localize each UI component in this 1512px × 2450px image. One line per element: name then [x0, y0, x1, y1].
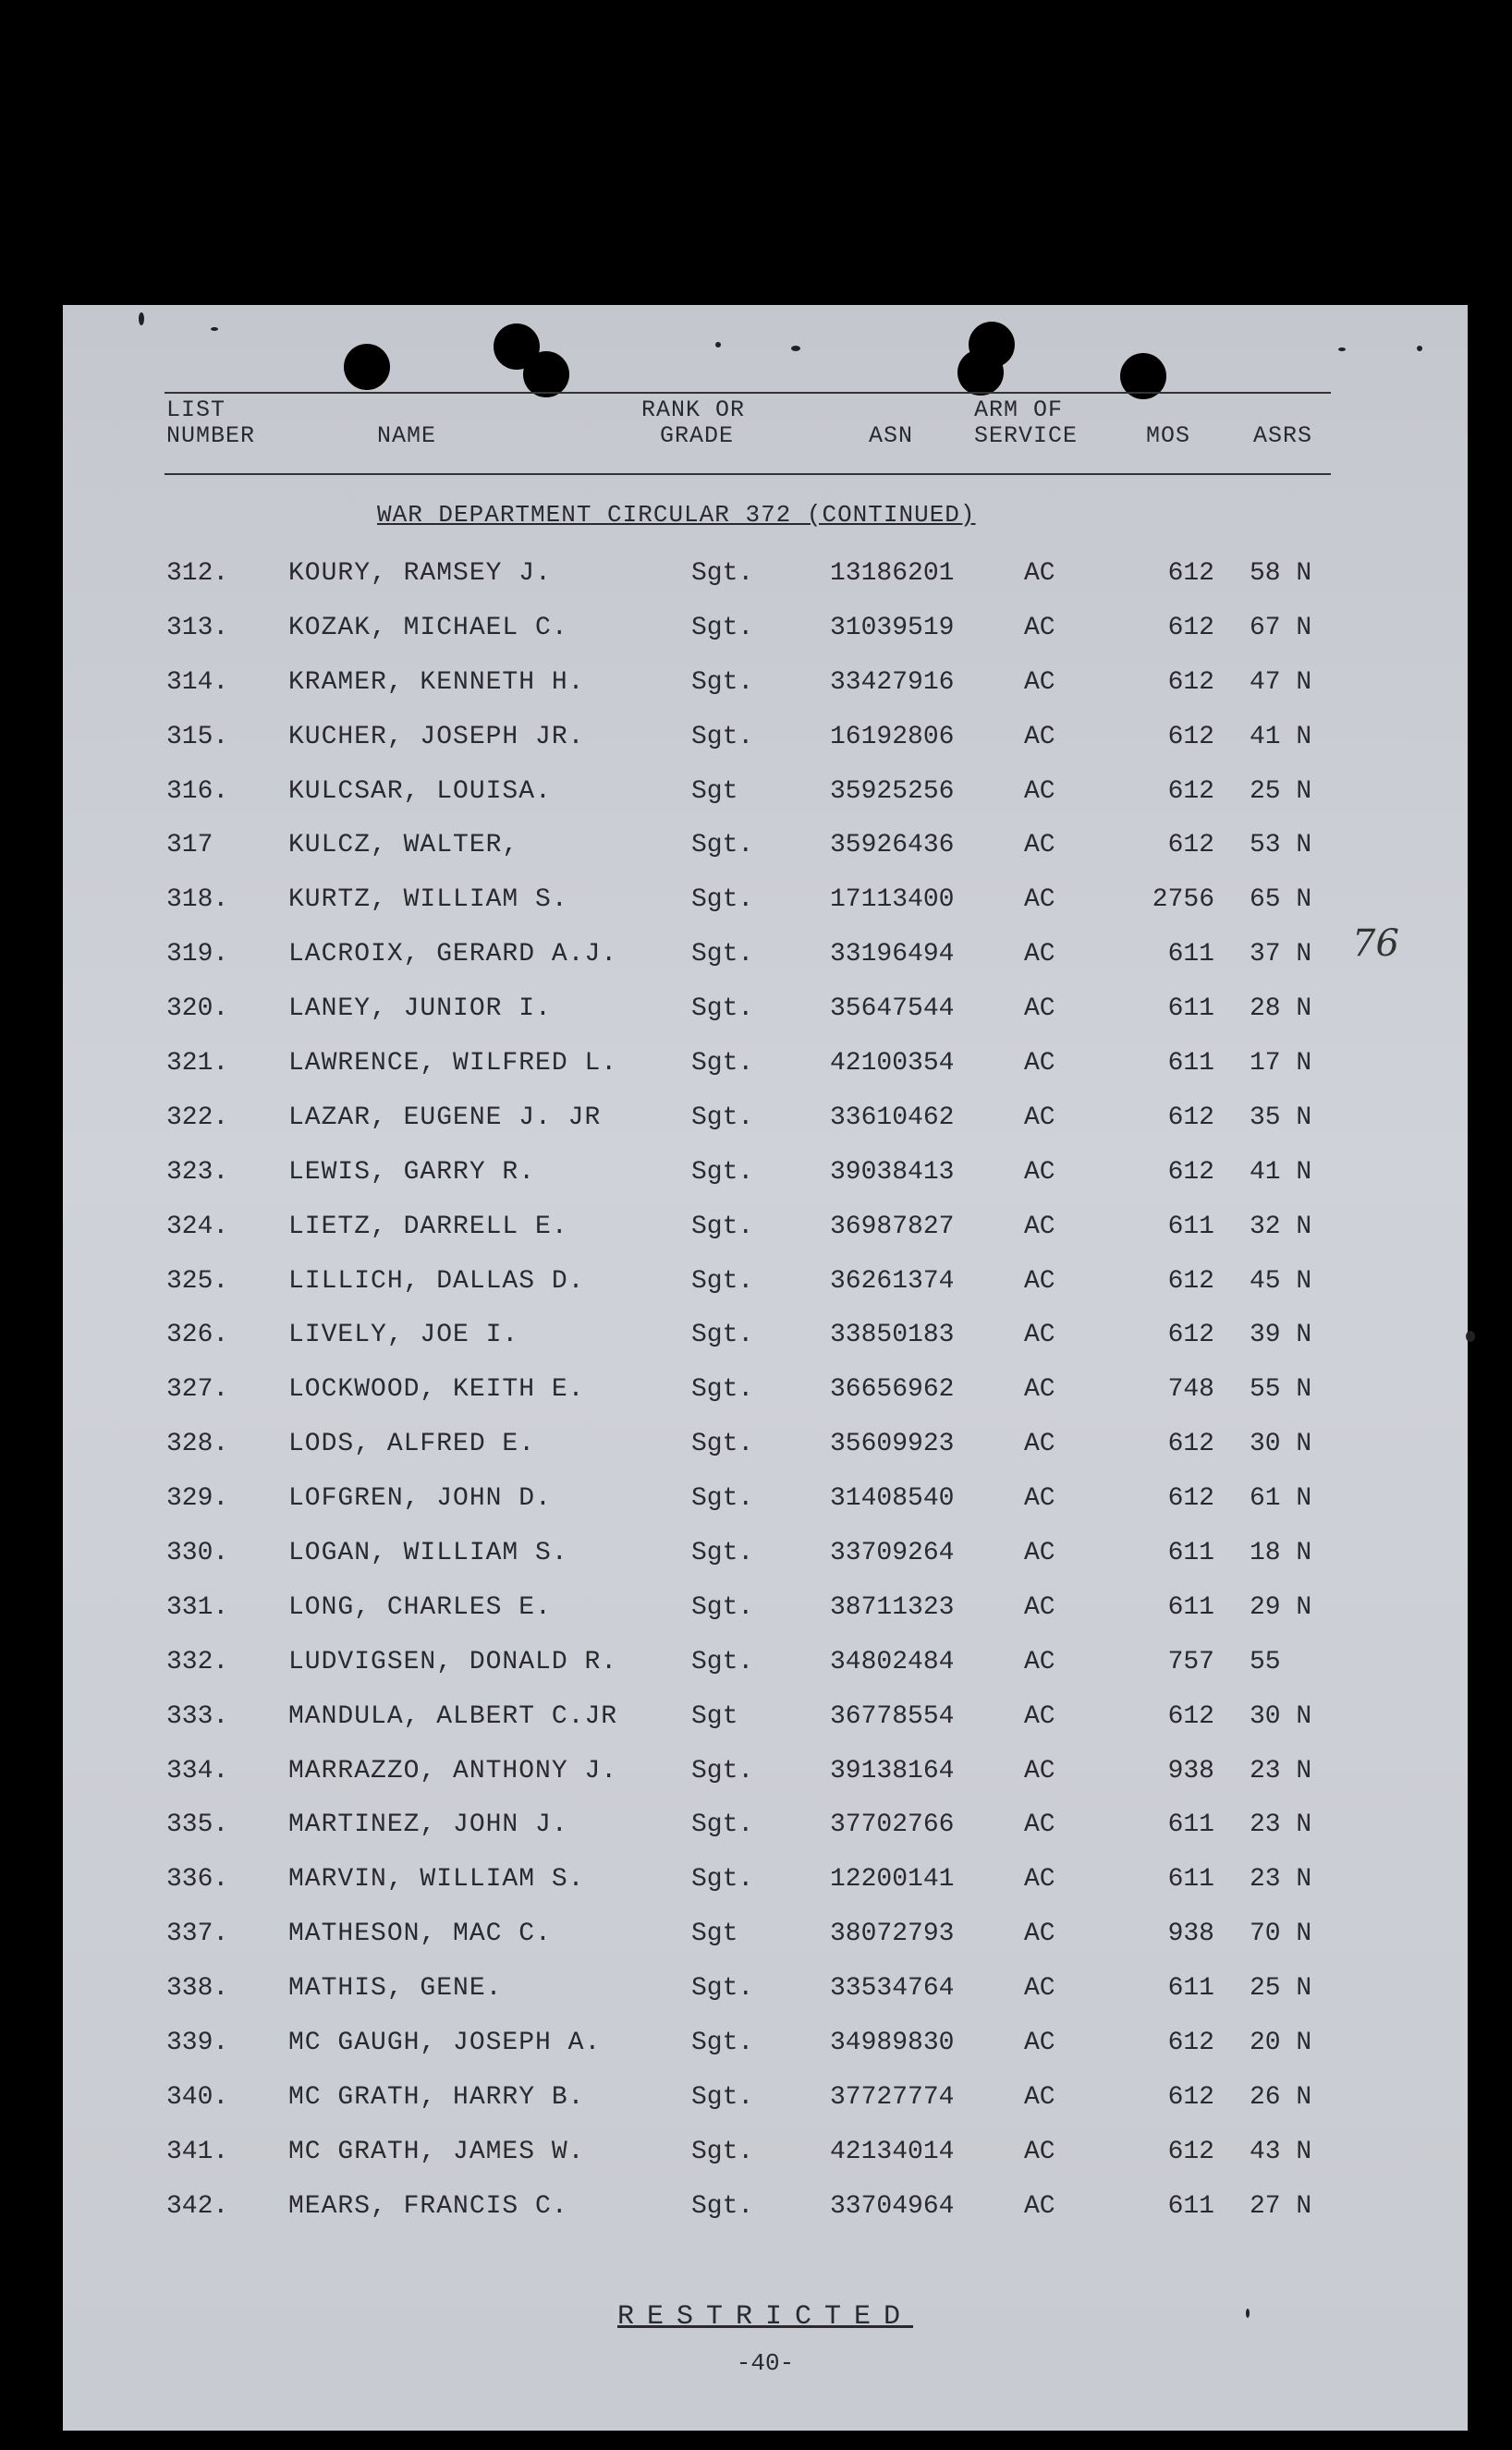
cell-asn: 42100354: [830, 1049, 955, 1079]
table-row: [63, 2180, 1468, 2235]
table-row: [63, 928, 1468, 982]
cell-name: KURTZ, WILLIAM S.: [288, 885, 568, 915]
cell-name: LODS, ALFRED E.: [288, 1430, 536, 1459]
cell-asn: 34989830: [830, 2029, 955, 2058]
table-row: [63, 1146, 1468, 1201]
cell-list-number: 314.: [166, 667, 229, 697]
cell-mos: 611: [1167, 1865, 1214, 1895]
cell-mos: 612: [1167, 722, 1214, 751]
cell-asrs: 37 N: [1250, 940, 1312, 969]
cell-rank: Sgt.: [691, 2137, 754, 2166]
cell-asrs: 45 N: [1250, 1266, 1312, 1296]
cell-name: MC GAUGH, JOSEPH A.: [288, 2029, 602, 2058]
table-row: [63, 1581, 1468, 1636]
cell-rank: Sgt.: [691, 940, 754, 969]
cell-asrs: 41 N: [1250, 1157, 1312, 1187]
cell-list-number: 337.: [166, 1920, 229, 1949]
cell-asn: 33709264: [830, 1539, 955, 1568]
cell-arm-of-service: AC: [1024, 1756, 1055, 1786]
cell-arm-of-service: AC: [1024, 1430, 1055, 1459]
cell-asn: 33534764: [830, 1974, 955, 2004]
cell-name: LOGAN, WILLIAM S.: [288, 1539, 568, 1568]
cell-name: MARRAZZO, ANTHONY J.: [288, 1756, 618, 1786]
col-header-asn: ASN: [869, 422, 914, 449]
cell-name: KOZAK, MICHAEL C.: [288, 613, 568, 642]
cell-rank: Sgt.: [691, 1592, 754, 1622]
cell-arm-of-service: AC: [1024, 831, 1055, 860]
cell-asrs: 23 N: [1250, 1810, 1312, 1840]
table-row: [63, 2126, 1468, 2180]
cell-rank: Sgt.: [691, 722, 754, 751]
cell-list-number: 316.: [166, 776, 229, 806]
cell-mos: 612: [1167, 776, 1214, 806]
cell-asrs: 58 N: [1250, 559, 1312, 588]
cell-asrs: 30 N: [1250, 1701, 1312, 1731]
punch-hole: [344, 344, 390, 390]
cell-list-number: 331.: [166, 1592, 229, 1622]
cell-asrs: 53 N: [1250, 831, 1312, 860]
table-row: [63, 656, 1468, 711]
cell-mos: 611: [1167, 1810, 1214, 1840]
cell-mos: 611: [1167, 1974, 1214, 2004]
cell-asn: 38072793: [830, 1920, 955, 1949]
punch-hole: [957, 349, 1004, 396]
cell-name: MEARS, FRANCIS C.: [288, 2191, 568, 2221]
handwritten-margin-note: 76: [1352, 922, 1399, 965]
cell-mos: 611: [1167, 940, 1214, 969]
cell-arm-of-service: AC: [1024, 2082, 1055, 2112]
cell-name: KULCSAR, LOUISA.: [288, 776, 552, 806]
cell-list-number: 335.: [166, 1810, 229, 1840]
cell-asrs: 55: [1250, 1647, 1281, 1676]
table-row: [63, 1962, 1468, 2017]
cell-mos: 611: [1167, 1539, 1214, 1568]
cell-arm-of-service: AC: [1024, 994, 1055, 1024]
cell-rank: Sgt.: [691, 1810, 754, 1840]
cell-mos: 611: [1167, 994, 1214, 1024]
cell-rank: Sgt.: [691, 1266, 754, 1296]
cell-list-number: 328.: [166, 1430, 229, 1459]
table-row: [63, 1418, 1468, 1472]
cell-rank: Sgt.: [691, 667, 754, 697]
cell-mos: 612: [1167, 1321, 1214, 1350]
cell-arm-of-service: AC: [1024, 1049, 1055, 1079]
table-row: [63, 873, 1468, 928]
cell-asrs: 17 N: [1250, 1049, 1312, 1079]
cell-mos: 612: [1167, 1701, 1214, 1731]
cell-list-number: 321.: [166, 1049, 229, 1079]
cell-asn: 35925256: [830, 776, 955, 806]
cell-asn: 42134014: [830, 2137, 955, 2166]
cell-asn: 36987827: [830, 1212, 955, 1241]
cell-asrs: 29 N: [1250, 1592, 1312, 1622]
cell-asrs: 65 N: [1250, 885, 1312, 915]
cell-asn: 31039519: [830, 613, 955, 642]
cell-list-number: 325.: [166, 1266, 229, 1296]
table-row: [63, 1798, 1468, 1853]
cell-name: LUDVIGSEN, DONALD R.: [288, 1647, 618, 1676]
cell-mos: 2756: [1152, 885, 1214, 915]
cell-name: MC GRATH, HARRY B.: [288, 2082, 585, 2112]
cell-rank: Sgt.: [691, 1865, 754, 1895]
cell-list-number: 319.: [166, 940, 229, 969]
table-row: [63, 602, 1468, 656]
table-row: [63, 819, 1468, 873]
cell-mos: 612: [1167, 2137, 1214, 2166]
cell-asn: 38711323: [830, 1592, 955, 1622]
cell-arm-of-service: AC: [1024, 1321, 1055, 1350]
col-header-asrs: ASRS: [1253, 422, 1313, 449]
cell-arm-of-service: AC: [1024, 776, 1055, 806]
cell-rank: Sgt.: [691, 1049, 754, 1079]
cell-rank: Sgt.: [691, 1430, 754, 1459]
cell-rank: Sgt.: [691, 1539, 754, 1568]
cell-arm-of-service: AC: [1024, 1484, 1055, 1514]
cell-asn: 37702766: [830, 1810, 955, 1840]
cell-asn: 17113400: [830, 885, 955, 915]
cell-list-number: 342.: [166, 2191, 229, 2221]
cell-list-number: 326.: [166, 1321, 229, 1350]
cell-list-number: 329.: [166, 1484, 229, 1514]
table-row: [63, 1309, 1468, 1363]
cell-name: KULCZ, WALTER,: [288, 831, 519, 860]
cell-list-number: 312.: [166, 559, 229, 588]
cell-asrs: 23 N: [1250, 1756, 1312, 1786]
table-row: [63, 1690, 1468, 1745]
cell-name: LOFGREN, JOHN D.: [288, 1484, 552, 1514]
cell-name: KOURY, RAMSEY J.: [288, 559, 552, 588]
cell-rank: Sgt.: [691, 2029, 754, 2058]
cell-asrs: 32 N: [1250, 1212, 1312, 1241]
cell-arm-of-service: AC: [1024, 667, 1055, 697]
header-bottom-rule: [165, 473, 1331, 475]
table-row: [63, 1472, 1468, 1527]
cell-rank: Sgt.: [691, 559, 754, 588]
table-row: [63, 547, 1468, 602]
cell-name: MARVIN, WILLIAM S.: [288, 1865, 585, 1895]
cell-asrs: 35 N: [1250, 1103, 1312, 1132]
cell-mos: 748: [1167, 1375, 1214, 1405]
cell-asrs: 23 N: [1250, 1865, 1312, 1895]
cell-name: MANDULA, ALBERT C.JR: [288, 1701, 618, 1731]
cell-rank: Sgt.: [691, 1484, 754, 1514]
cell-rank: Sgt: [691, 1920, 738, 1949]
cell-list-number: 332.: [166, 1647, 229, 1676]
cell-mos: 612: [1167, 613, 1214, 642]
cell-asn: 12200141: [830, 1865, 955, 1895]
table-row: [63, 1091, 1468, 1146]
col-header-list-number: LIST NUMBER: [166, 396, 256, 449]
cell-mos: 612: [1167, 1484, 1214, 1514]
cell-rank: Sgt.: [691, 1756, 754, 1786]
cell-rank: Sgt.: [691, 1212, 754, 1241]
cell-asrs: 25 N: [1250, 776, 1312, 806]
cell-rank: Sgt.: [691, 1157, 754, 1187]
header-top-rule: [165, 392, 1331, 394]
cell-arm-of-service: AC: [1024, 613, 1055, 642]
cell-mos: 757: [1167, 1647, 1214, 1676]
cell-asn: 39038413: [830, 1157, 955, 1187]
table-row: [63, 1853, 1468, 1908]
cell-arm-of-service: AC: [1024, 2191, 1055, 2221]
cell-arm-of-service: AC: [1024, 885, 1055, 915]
cell-arm-of-service: AC: [1024, 1103, 1055, 1132]
col-header-arm: ARM OF SERVICE: [974, 396, 1079, 449]
table-row: [63, 711, 1468, 765]
table-row: [63, 1201, 1468, 1255]
roster-table: [63, 547, 1468, 2235]
cell-list-number: 324.: [166, 1212, 229, 1241]
cell-arm-of-service: AC: [1024, 559, 1055, 588]
cell-asn: 33704964: [830, 2191, 955, 2221]
cell-asrs: 55 N: [1250, 1375, 1312, 1405]
cell-asn: 34802484: [830, 1647, 955, 1676]
cell-asn: 33196494: [830, 940, 955, 969]
cell-arm-of-service: AC: [1024, 1647, 1055, 1676]
cell-mos: 612: [1167, 1430, 1214, 1459]
section-subtitle: WAR DEPARTMENT CIRCULAR 372 (CONTINUED): [377, 501, 976, 529]
table-row: [63, 1745, 1468, 1799]
cell-asn: 13186201: [830, 559, 955, 588]
cell-mos: 612: [1167, 667, 1214, 697]
cell-rank: Sgt.: [691, 831, 754, 860]
cell-list-number: 333.: [166, 1701, 229, 1731]
cell-arm-of-service: AC: [1024, 1974, 1055, 2004]
cell-mos: 612: [1167, 1157, 1214, 1187]
cell-list-number: 338.: [166, 1974, 229, 2004]
cell-name: MC GRATH, JAMES W.: [288, 2137, 585, 2166]
cell-asn: 36778554: [830, 1701, 955, 1731]
table-row: [63, 1037, 1468, 1091]
cell-arm-of-service: AC: [1024, 1157, 1055, 1187]
cell-name: MARTINEZ, JOHN J.: [288, 1810, 568, 1840]
cell-name: LACROIX, GERARD A.J.: [288, 940, 618, 969]
cell-asn: 33850183: [830, 1321, 955, 1350]
cell-name: MATHIS, GENE.: [288, 1974, 503, 2004]
table-row: [63, 1255, 1468, 1310]
cell-mos: 611: [1167, 1212, 1214, 1241]
cell-arm-of-service: AC: [1024, 2137, 1055, 2166]
cell-mos: 611: [1167, 1592, 1214, 1622]
cell-asrs: 39 N: [1250, 1321, 1312, 1350]
cell-list-number: 341.: [166, 2137, 229, 2166]
cell-rank: Sgt.: [691, 1974, 754, 2004]
table-row: [63, 765, 1468, 820]
cell-asrs: 28 N: [1250, 994, 1312, 1024]
page-number: -40-: [736, 2349, 795, 2377]
cell-arm-of-service: AC: [1024, 1701, 1055, 1731]
cell-mos: 612: [1167, 2029, 1214, 2058]
cell-list-number: 317: [166, 831, 213, 860]
cell-asrs: 67 N: [1250, 613, 1312, 642]
document-page: [63, 305, 1468, 2431]
cell-asn: 35647544: [830, 994, 955, 1024]
cell-asn: 33427916: [830, 667, 955, 697]
cell-asrs: 41 N: [1250, 722, 1312, 751]
cell-arm-of-service: AC: [1024, 1375, 1055, 1405]
col-header-mos: MOS: [1146, 422, 1191, 449]
cell-name: KRAMER, KENNETH H.: [288, 667, 585, 697]
cell-name: LAZAR, EUGENE J. JR: [288, 1103, 602, 1132]
table-row: [63, 1363, 1468, 1418]
cell-mos: 612: [1167, 1103, 1214, 1132]
cell-list-number: 320.: [166, 994, 229, 1024]
cell-list-number: 313.: [166, 613, 229, 642]
cell-rank: Sgt.: [691, 1375, 754, 1405]
cell-rank: Sgt.: [691, 1103, 754, 1132]
cell-rank: Sgt.: [691, 2082, 754, 2112]
cell-rank: Sgt.: [691, 2191, 754, 2221]
cell-rank: Sgt: [691, 1701, 738, 1731]
col-header-name: NAME: [377, 422, 437, 449]
cell-arm-of-service: AC: [1024, 1865, 1055, 1895]
table-row: [63, 1636, 1468, 1690]
cell-mos: 611: [1167, 2191, 1214, 2221]
cell-list-number: 327.: [166, 1375, 229, 1405]
cell-list-number: 339.: [166, 2029, 229, 2058]
cell-name: LILLICH, DALLAS D.: [288, 1266, 585, 1296]
cell-asrs: 61 N: [1250, 1484, 1312, 1514]
cell-mos: 938: [1167, 1756, 1214, 1786]
cell-list-number: 318.: [166, 885, 229, 915]
cell-asrs: 26 N: [1250, 2082, 1312, 2112]
cell-asn: 37727774: [830, 2082, 955, 2112]
table-row: [63, 2071, 1468, 2126]
cell-mos: 612: [1167, 559, 1214, 588]
cell-name: LONG, CHARLES E.: [288, 1592, 552, 1622]
cell-list-number: 330.: [166, 1539, 229, 1568]
cell-asn: 33610462: [830, 1103, 955, 1132]
restricted-marking: RESTRICTED: [616, 2301, 914, 2333]
cell-rank: Sgt.: [691, 613, 754, 642]
cell-name: LOCKWOOD, KEITH E.: [288, 1375, 585, 1405]
cell-list-number: 322.: [166, 1103, 229, 1132]
cell-asn: 16192806: [830, 722, 955, 751]
cell-arm-of-service: AC: [1024, 722, 1055, 751]
cell-name: LANEY, JUNIOR I.: [288, 994, 552, 1024]
cell-asn: 35609923: [830, 1430, 955, 1459]
cell-arm-of-service: AC: [1024, 940, 1055, 969]
table-row: [63, 2017, 1468, 2071]
cell-asn: 39138164: [830, 1756, 955, 1786]
cell-name: LIETZ, DARRELL E.: [288, 1212, 568, 1241]
cell-rank: Sgt.: [691, 994, 754, 1024]
cell-list-number: 336.: [166, 1865, 229, 1895]
cell-name: KUCHER, JOSEPH JR.: [288, 722, 585, 751]
cell-asrs: 18 N: [1250, 1539, 1312, 1568]
table-row: [63, 982, 1468, 1037]
cell-asrs: 30 N: [1250, 1430, 1312, 1459]
cell-list-number: 340.: [166, 2082, 229, 2112]
cell-arm-of-service: AC: [1024, 1592, 1055, 1622]
cell-asrs: 20 N: [1250, 2029, 1312, 2058]
cell-arm-of-service: AC: [1024, 1212, 1055, 1241]
cell-asrs: 43 N: [1250, 2137, 1312, 2166]
cell-asrs: 25 N: [1250, 1974, 1312, 2004]
cell-mos: 611: [1167, 1049, 1214, 1079]
cell-list-number: 323.: [166, 1157, 229, 1187]
cell-asrs: 47 N: [1250, 667, 1312, 697]
cell-asn: 36261374: [830, 1266, 955, 1296]
cell-mos: 612: [1167, 831, 1214, 860]
cell-mos: 612: [1167, 1266, 1214, 1296]
cell-name: LEWIS, GARRY R.: [288, 1157, 536, 1187]
cell-asn: 35926436: [830, 831, 955, 860]
cell-list-number: 334.: [166, 1756, 229, 1786]
cell-list-number: 315.: [166, 722, 229, 751]
cell-rank: Sgt.: [691, 1647, 754, 1676]
col-header-rank: RANK OR GRADE: [641, 396, 746, 449]
cell-mos: 612: [1167, 2082, 1214, 2112]
cell-arm-of-service: AC: [1024, 2029, 1055, 2058]
cell-asrs: 70 N: [1250, 1920, 1312, 1949]
cell-name: LIVELY, JOE I.: [288, 1321, 519, 1350]
punch-hole: [523, 351, 569, 397]
cell-arm-of-service: AC: [1024, 1266, 1055, 1296]
cell-rank: Sgt: [691, 776, 738, 806]
cell-arm-of-service: AC: [1024, 1539, 1055, 1568]
cell-name: MATHESON, MAC C.: [288, 1920, 552, 1949]
cell-arm-of-service: AC: [1024, 1810, 1055, 1840]
cell-mos: 938: [1167, 1920, 1214, 1949]
cell-name: LAWRENCE, WILFRED L.: [288, 1049, 618, 1079]
cell-arm-of-service: AC: [1024, 1920, 1055, 1949]
cell-rank: Sgt.: [691, 1321, 754, 1350]
table-row: [63, 1527, 1468, 1581]
cell-rank: Sgt.: [691, 885, 754, 915]
cell-asrs: 27 N: [1250, 2191, 1312, 2221]
cell-asn: 31408540: [830, 1484, 955, 1514]
cell-asn: 36656962: [830, 1375, 955, 1405]
table-row: [63, 1908, 1468, 1962]
